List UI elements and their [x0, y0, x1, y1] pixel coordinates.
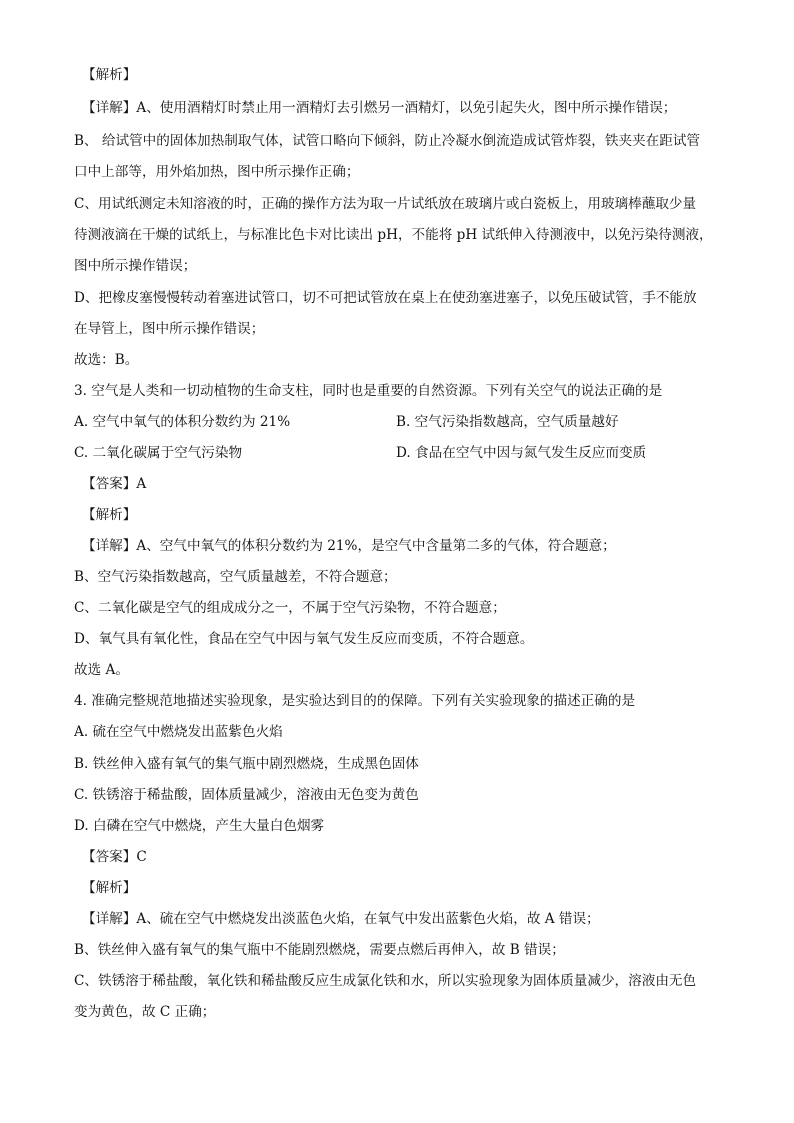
q2-detail-line: 待测液滴在干燥的试纸上，与标准比色卡对比读出 pH，不能将 pH 试纸伸入待测液中，以免污染待测液，	[74, 227, 713, 243]
q3-option-a: A. 空气中氧气的体积分数约为 21%	[74, 414, 291, 430]
q3-detail-line: B、空气污染指数越高，空气质量越差，不符合题意；	[74, 569, 397, 585]
q4-detail-line: C、铁锈溶于稀盐酸，氧化铁和稀盐酸反应生成氯化铁和水，所以实验现象为固体质量减少，溶液由无色	[74, 973, 697, 989]
q4-detail-line: 【详解】A、硫在空气中燃烧发出淡蓝色火焰，在氧气中发出蓝紫色火焰，故 A 错误；	[82, 911, 600, 927]
q4-option-c: C. 铁锈溶于稀盐酸，固体质量减少，溶液由无色变为黄色	[74, 787, 419, 803]
q3-detail-line: 【详解】A、空气中氧气的体积分数约为 21%，是空气中含量第二多的气体，符合题意；	[82, 538, 616, 554]
q3-option-b: B. 空气污染指数越高，空气质量越好	[396, 414, 619, 430]
q2-detail-line: C、用试纸测定未知溶液的时，正确的操作方法为取一片试纸放在玻璃片或白瓷板上，用玻璃棒蘸取少量	[74, 196, 697, 212]
q2-detail-line: B、 给试管中的固体加热制取气体，试管口略向下倾斜，防止冷凝水倒流造成试管炸裂，铁夹夹在距试管	[74, 133, 701, 149]
q2-detail-line: 在导管上，图中所示操作错误；	[74, 321, 265, 337]
q4-analysis-heading: 【解析】	[82, 880, 137, 896]
q3-detail-line: D、氧气具有氧化性，食品在空气中因与氧气发生反应而变质，不符合题意。	[74, 631, 534, 647]
q4-answer: 【答案】C	[82, 849, 147, 865]
q4-stem: 4. 准确完整规范地描述实验现象，是实验达到目的的保障。下列有关实验现象的描述正确的是	[74, 693, 636, 709]
q3-analysis-heading: 【解析】	[82, 507, 137, 523]
q2-detail-line: D、把橡皮塞慢慢转动着塞进试管口，切不可把试管放在桌上在使劲塞进塞子，以免压破试管，手不能放	[74, 290, 697, 306]
q3-option-d: D. 食品在空气中因与氮气发生反应而变质	[396, 445, 647, 461]
q3-option-c: C. 二氧化碳属于空气污染物	[74, 445, 243, 461]
q2-detail-line: 口中上部等，用外焰加热，图中所示操作正确；	[74, 164, 360, 180]
q4-option-a: A. 硫在空气中燃烧发出蓝紫色火焰	[74, 724, 283, 740]
q3-answer: 【答案】A	[82, 476, 147, 492]
q4-option-d: D. 白磷在空气中燃烧，产生大量白色烟雾	[74, 818, 325, 834]
q3-stem: 3. 空气是人类和一切动植物的生命支柱，同时也是重要的自然资源。下列有关空气的说法正确的是	[74, 383, 663, 399]
q3-conclusion: 故选 A。	[74, 662, 129, 678]
q4-detail-line: 变为黄色，故 C 正确；	[74, 1004, 216, 1020]
q4-detail-line: B、铁丝伸入盛有氧气的集气瓶中不能剧烈燃烧，需要点燃后再伸入，故 B 错误；	[74, 942, 565, 958]
q4-option-b: B. 铁丝伸入盛有氧气的集气瓶中剧烈燃烧，生成黑色固体	[74, 756, 419, 772]
q2-analysis-heading: 【解析】	[82, 67, 137, 83]
q3-detail-line: C、二氧化碳是空气的组成成分之一，不属于空气污染物，不符合题意；	[74, 600, 506, 616]
q2-conclusion: 故选：B。	[74, 352, 139, 368]
q2-detail-line: 【详解】A、使用酒精灯时禁止用一酒精灯去引燃另一酒精灯，以免引起失火，图中所示操作错误；	[82, 100, 677, 116]
q2-detail-line: 图中所示操作错误；	[74, 258, 197, 274]
